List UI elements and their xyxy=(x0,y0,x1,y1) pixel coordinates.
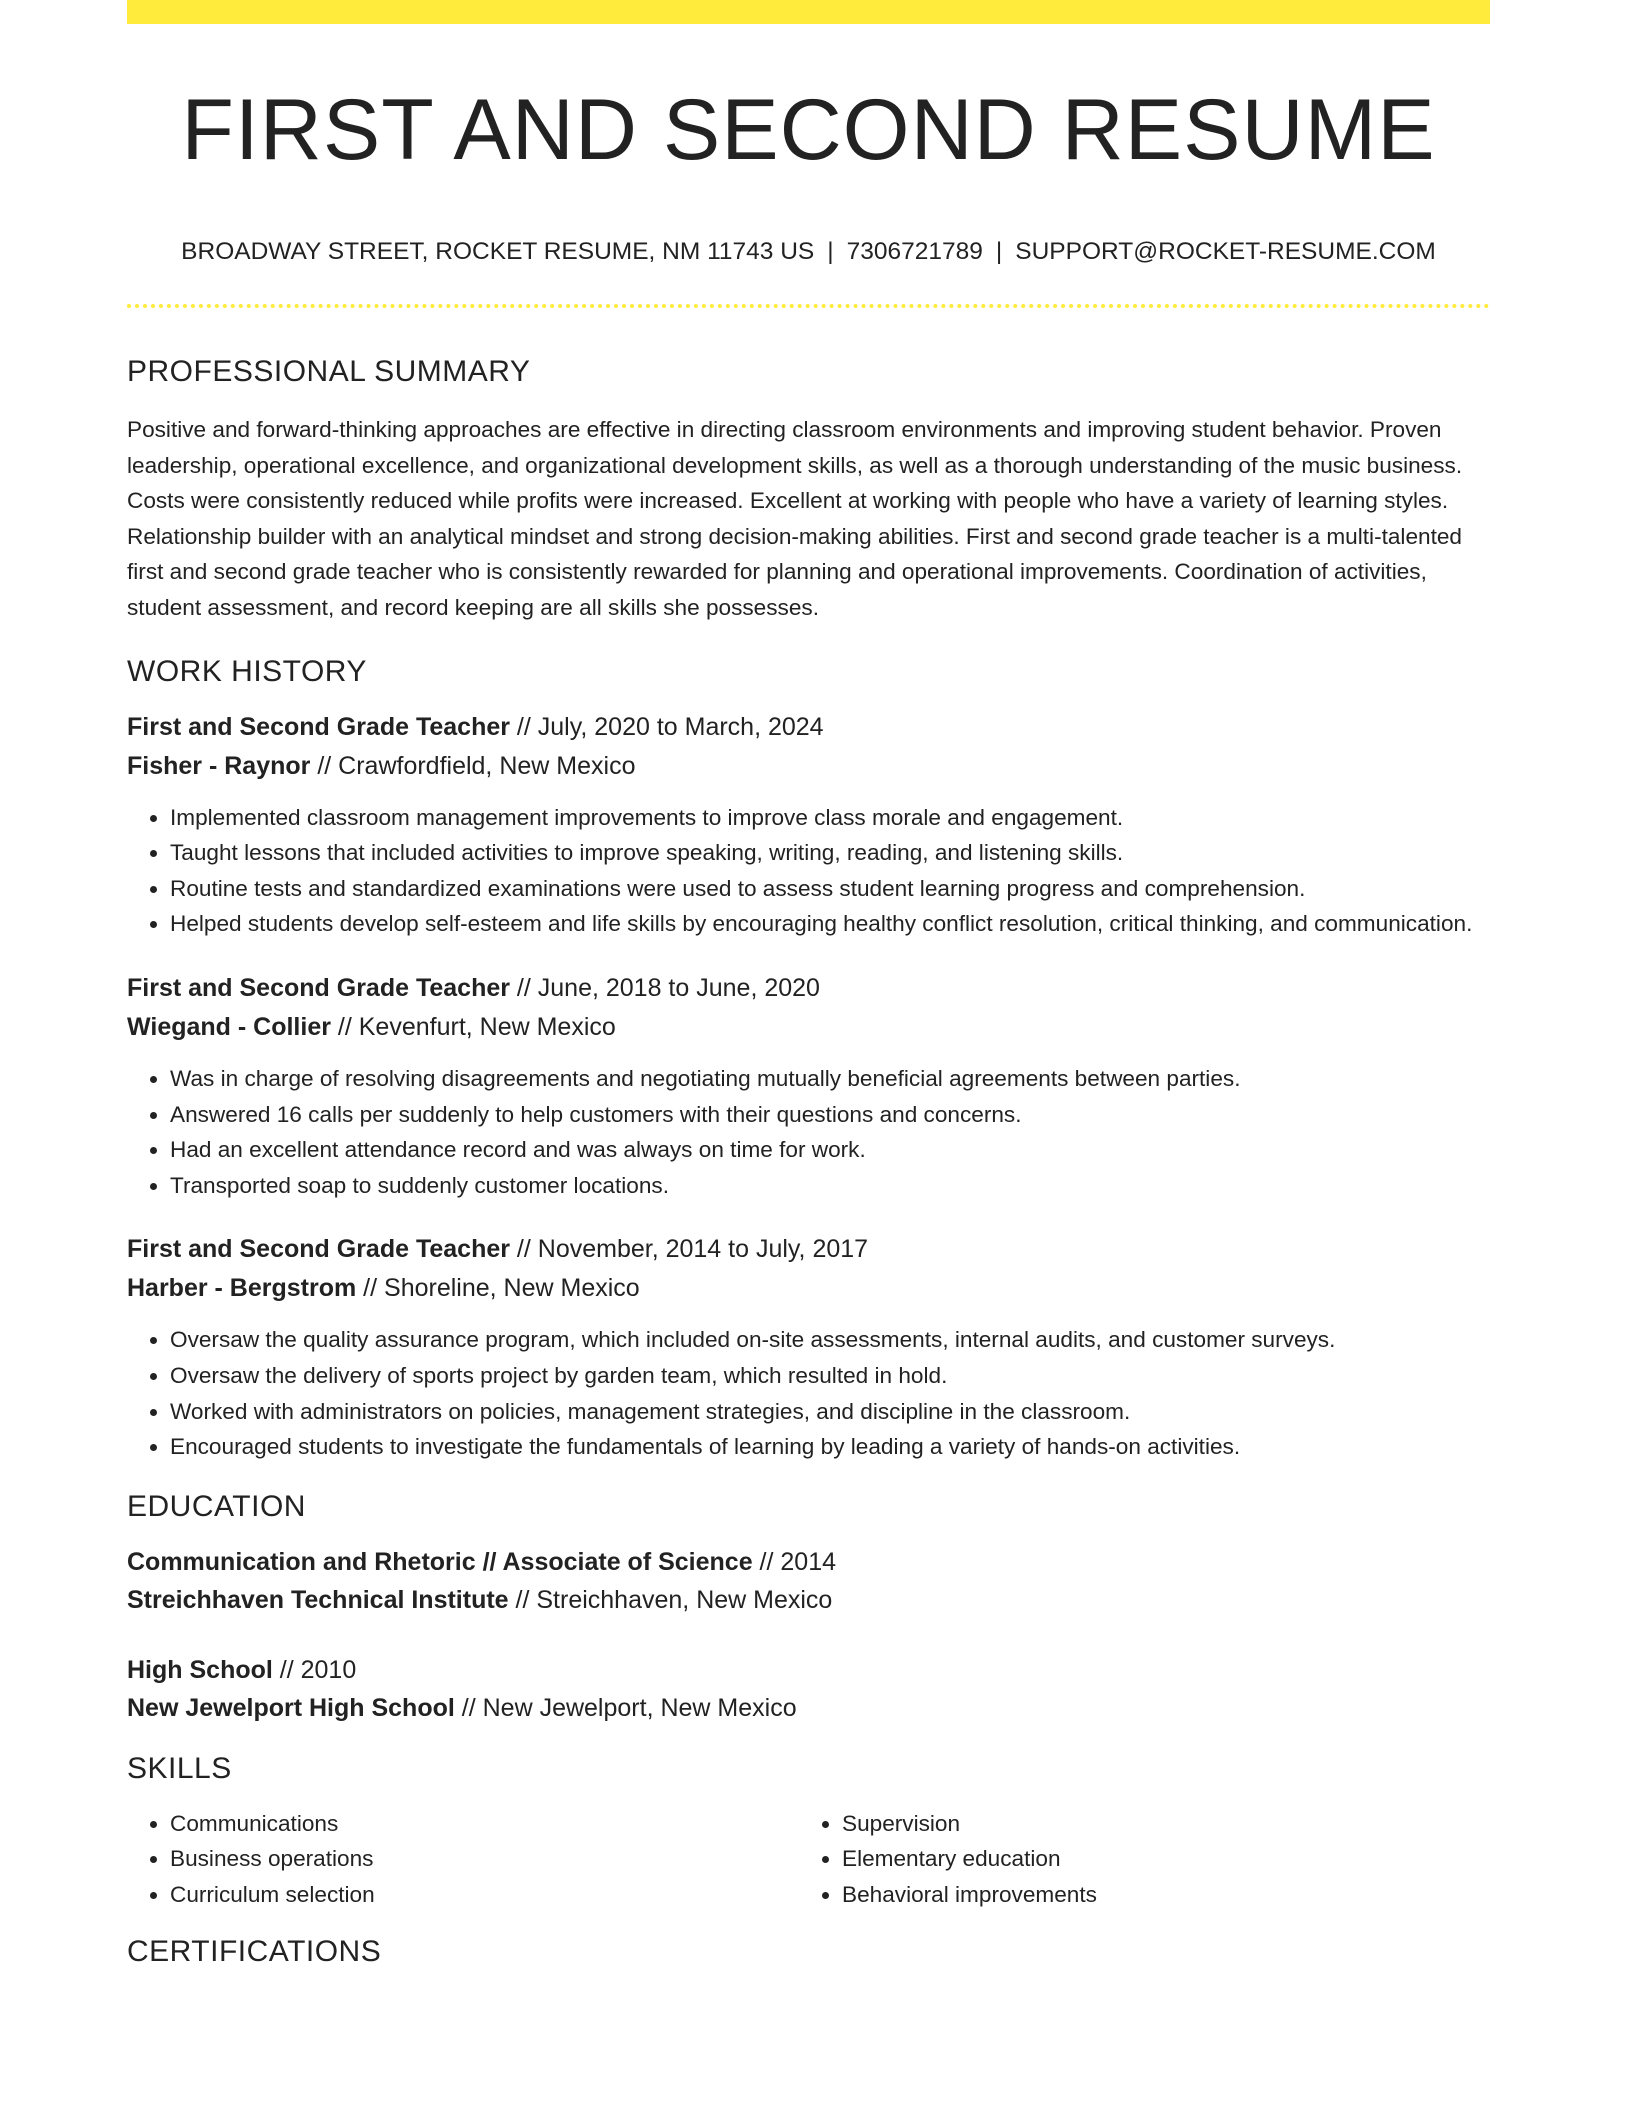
education-school: Streichhaven Technical Institute xyxy=(127,1585,509,1614)
job-bullets xyxy=(127,1061,1490,1203)
skill-item: • Elementary education xyxy=(842,1841,1471,1877)
job-title: First and Second Grade Teacher xyxy=(127,712,510,741)
list-item: • Encouraged students to investigate the fundamentals of learning by leading a variety of hands-on activities. xyxy=(170,1429,1490,1465)
contact-line xyxy=(127,236,1490,268)
job-location: // Crawfordfield, New Mexico xyxy=(310,751,636,780)
resume-content xyxy=(127,350,1490,1974)
job-bullets xyxy=(127,800,1490,942)
job-location: // Shoreline, New Mexico xyxy=(356,1274,640,1303)
job-company-line xyxy=(127,1008,1490,1046)
job-company: Fisher - Raynor xyxy=(127,751,311,780)
section-heading-summary: PROFESSIONAL SUMMARY xyxy=(127,355,531,388)
section-heading-education: EDUCATION xyxy=(127,1489,306,1523)
summary-text: Positive and forward-thinking approaches are effective in directing classroom environments and improving student behavior. Proven leadership, operational excellence, and organizational development skills, as well as a thorough understanding of the music business. Costs were consistently reduced while profits were increased. Excellent at working with people who have a variety of learning styles. Relationship builder with an analytical mindset and strong decision-making abilities. First and second grade teacher is a multi-talented first and second grade teacher who is consistently rewarded for planning and operational improvements. Coordination of activities, student assessment, and record keeping are all skills she possesses. xyxy=(127,417,1463,620)
job-company-line xyxy=(127,747,1490,785)
job-title: First and Second Grade Teacher xyxy=(127,1235,510,1264)
accent-top-bar xyxy=(127,0,1490,24)
skill-item: • Business operations xyxy=(170,1841,799,1877)
job-dates: // November, 2014 to July, 2017 xyxy=(509,1235,869,1264)
education-school-line xyxy=(127,1581,1490,1619)
list-item: • Oversaw the delivery of sports project by garden team, which resulted in hold. xyxy=(170,1358,1490,1394)
contact-phone[interactable]: 7306721789 xyxy=(846,238,983,265)
list-item: • Was in charge of resolving disagreements and negotiating mutually beneficial agreements between parties. xyxy=(170,1061,1490,1097)
education-school: New Jewelport High School xyxy=(127,1693,455,1722)
job-company-line xyxy=(127,1269,1490,1307)
job-company: Harber - Bergstrom xyxy=(127,1274,357,1303)
education-degree: Communication and Rhetoric // Associate of Science xyxy=(127,1547,753,1576)
job-title-line xyxy=(127,969,1490,1007)
job-dates: // July, 2020 to March, 2024 xyxy=(509,712,824,741)
education-year: // 2010 xyxy=(272,1655,357,1684)
education-entry xyxy=(127,1543,1490,1619)
list-item: • Taught lessons that included activities to improve speaking, writing, reading, and listening skills. xyxy=(170,835,1490,871)
contact-separator: | xyxy=(827,238,834,265)
contact-email[interactable]: SUPPORT@ROCKET-RESUME.COM xyxy=(1015,238,1436,265)
skill-item: • Behavioral improvements xyxy=(842,1877,1471,1913)
job-entry xyxy=(127,708,1490,942)
section-heading-skills: SKILLS xyxy=(127,1751,232,1785)
education-location: // New Jewelport, New Mexico xyxy=(454,1693,797,1722)
job-bullets xyxy=(127,1322,1490,1464)
job-title-line xyxy=(127,708,1490,746)
list-item: • Routine tests and standardized examinations were used to assess student learning progress and comprehension. xyxy=(170,871,1490,907)
list-item: • Oversaw the quality assurance program, which included on-site assessments, internal audits, and customer surveys. xyxy=(170,1322,1490,1358)
education-school-line xyxy=(127,1689,1490,1727)
job-dates: // June, 2018 to June, 2020 xyxy=(509,973,820,1002)
list-item: • Answered 16 calls per suddenly to help customers with their questions and concerns. xyxy=(170,1097,1490,1133)
list-item: • Helped students develop self-esteem and life skills by encouraging healthy conflict resolution, critical thinking, and communication. xyxy=(170,906,1490,942)
education-entry xyxy=(127,1651,1490,1727)
skill-item: • Supervision xyxy=(842,1806,1471,1842)
job-title-line xyxy=(127,1230,1490,1268)
education-year: // 2014 xyxy=(752,1547,837,1576)
list-item: • Had an excellent attendance record and was always on time for work. xyxy=(170,1132,1490,1168)
skills-column-left xyxy=(127,1806,799,1913)
section-heading-work-history: WORK HISTORY xyxy=(127,654,367,688)
skills-column-right xyxy=(799,1806,1471,1913)
skill-item: • Curriculum selection xyxy=(170,1877,799,1913)
section-heading-certifications: CERTIFICATIONS xyxy=(127,1935,382,1969)
skill-item: • Communications xyxy=(170,1806,799,1842)
job-entry xyxy=(127,1230,1490,1464)
contact-address: BROADWAY STREET, ROCKET RESUME, NM 11743 US xyxy=(181,238,815,265)
contact-separator: | xyxy=(995,238,1003,265)
list-item: • Transported soap to suddenly customer locations. xyxy=(170,1168,1490,1204)
dotted-divider xyxy=(127,304,1490,308)
job-entry xyxy=(127,969,1490,1203)
job-title: First and Second Grade Teacher xyxy=(127,973,510,1002)
job-company: Wiegand - Collier xyxy=(127,1012,331,1041)
job-location: // Kevenfurt, New Mexico xyxy=(330,1012,616,1041)
education-degree-line xyxy=(127,1543,1490,1581)
list-item: • Implemented classroom management improvements to improve class morale and engagement. xyxy=(170,800,1490,836)
education-location: // Streichhaven, New Mexico xyxy=(508,1585,833,1614)
resume-name: FIRST AND SECOND RESUME xyxy=(181,82,1436,178)
education-degree-line xyxy=(127,1651,1490,1689)
list-item: • Worked with administrators on policies, management strategies, and discipline in the classroom. xyxy=(170,1394,1490,1430)
skills-list xyxy=(127,1806,1490,1913)
education-degree: High School xyxy=(127,1655,273,1684)
